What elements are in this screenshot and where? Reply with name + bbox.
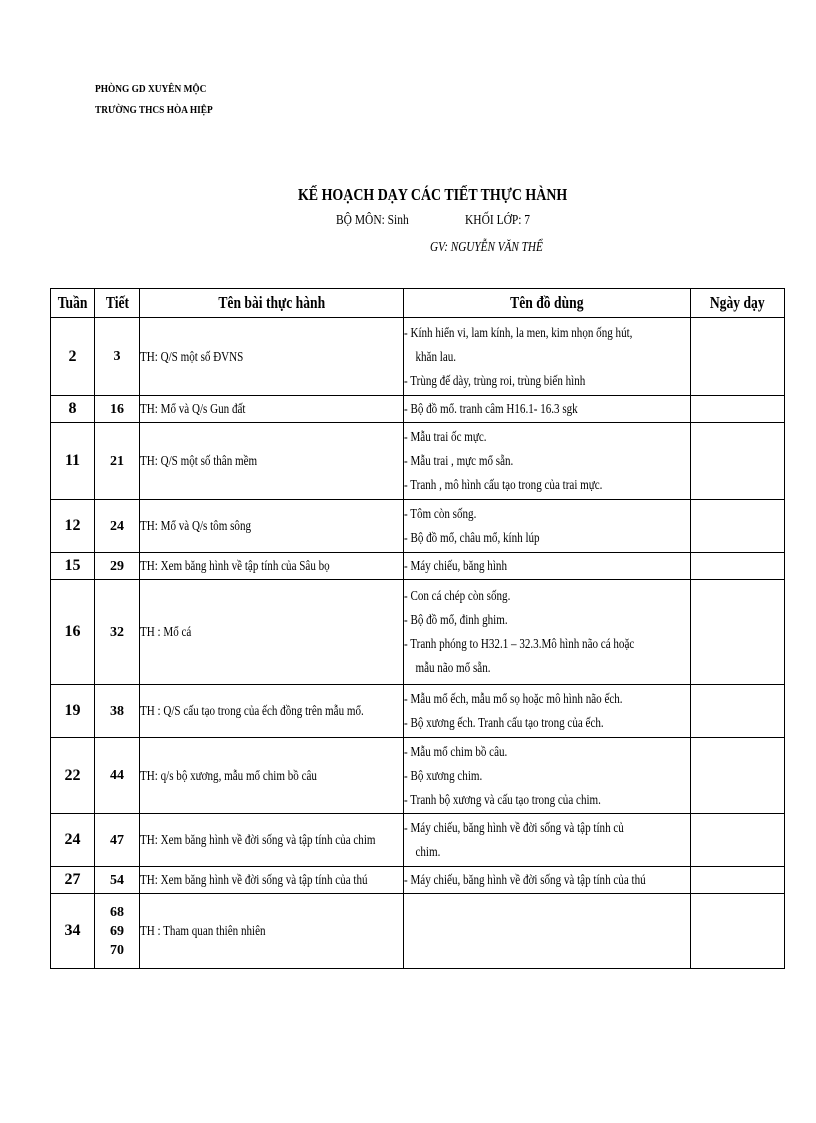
tool-line: - Mẫu trai ốc mực. [404,429,487,444]
period-number: 24 [110,518,124,534]
tool-line: - Tranh bộ xương và cấu tạo trong của chim. [404,791,601,807]
lesson-name: TH: Mổ và Q/s Gun đất [140,401,246,416]
tools-cell [404,867,691,894]
lesson-name: TH: Q/S một số ĐVNS [140,348,244,364]
lesson-cell [140,894,404,969]
table-row [51,685,785,738]
tool-line: - Máy chiếu, băng hình [404,558,507,573]
tools-cell [404,580,691,685]
date-cell [691,894,785,969]
period-number: 68 [110,904,124,920]
period-cell [95,423,140,500]
tool-line: - Bộ đồ mổ, đinh ghim. [404,612,508,627]
date-cell [691,500,785,553]
date-cell [691,553,785,580]
tool-line: khăn lau. [415,348,457,364]
week-cell: 19 [51,685,95,738]
lesson-name: TH: Xem băng hình về đời sống và tập tính của chim [140,832,376,847]
tools-cell [404,553,691,580]
lesson-cell [140,867,404,894]
lesson-name: TH : Mổ cá [140,624,192,639]
lesson-cell [140,500,404,553]
lesson-cell [140,423,404,500]
lesson-name: TH: Xem băng hình về tập tính của Sâu bọ [140,558,330,573]
period-number: 16 [110,401,124,417]
week-cell: 27 [51,867,95,894]
table-row [51,500,785,553]
period-cell [95,553,140,580]
period-number: 47 [110,832,124,848]
period-number: 70 [110,942,124,958]
lesson-cell [140,580,404,685]
period-cell [95,580,140,685]
date-cell [691,685,785,738]
tool-line: - Tôm còn sống. [404,506,477,521]
lesson-name: TH: q/s bộ xương, mẫu mổ chim bồ câu [140,767,317,783]
week-cell: 8 [51,396,95,423]
lesson-name: TH: Xem băng hình về đời sống và tập tính của thú [140,872,368,887]
lesson-cell [140,685,404,738]
date-cell [691,318,785,396]
tools-cell [404,396,691,423]
table-row [51,894,785,969]
week-cell: 2 [51,318,95,396]
period-number: 29 [110,558,124,574]
lesson-cell [140,396,404,423]
tool-line: - Kính hiển vi, lam kính, la men, kim nhọn ống hút, [404,324,633,340]
date-cell [691,396,785,423]
period-number: 54 [110,872,124,888]
week-cell: 24 [51,814,95,867]
lesson-name: TH: Q/S một số thân mềm [140,453,258,468]
date-cell [691,867,785,894]
lesson-cell [140,318,404,396]
table-row [51,814,785,867]
period-cell [95,738,140,814]
week-cell: 22 [51,738,95,814]
lesson-name: TH: Mổ và Q/s tôm sông [140,518,252,533]
period-number: 38 [110,703,124,719]
header-week: Tuần [51,289,95,318]
table-row [51,738,785,814]
tools-cell [404,894,691,969]
tool-line: - Tranh , mô hình cấu tạo trong của trai mực. [404,477,603,492]
week-cell: 12 [51,500,95,553]
lesson-cell [140,553,404,580]
tools-cell [404,685,691,738]
header-period: Tiết [95,289,140,318]
lesson-cell [140,738,404,814]
week-cell: 11 [51,423,95,500]
period-cell [95,396,140,423]
period-number: 69 [110,923,124,939]
tool-line: mẫu não mổ sẵn. [415,660,491,675]
tool-line: - Mẫu mổ ếch, mẫu mổ sọ hoặc mô hình não ếch. [404,691,623,706]
period-cell [95,685,140,738]
period-cell [95,814,140,867]
lesson-cell [140,814,404,867]
school-name: TRƯỜNG THCS HÒA HIỆP [95,104,213,116]
tools-cell [404,423,691,500]
header-lesson: Tên bài thực hành [140,289,404,318]
header-tools: Tên đồ dùng [404,289,691,318]
period-cell [95,318,140,396]
tools-cell [404,738,691,814]
tools-cell [404,814,691,867]
table-row [51,423,785,500]
week-cell: 15 [51,553,95,580]
practice-plan-table [50,288,785,969]
period-cell [95,867,140,894]
tool-line: - Bộ xương ếch. Tranh cấu tạo trong của ếch. [404,715,604,730]
period-number: 44 [110,768,124,783]
tool-line: - Bộ đồ mổ. tranh câm H16.1- 16.3 sgk [404,401,578,416]
tool-line: - Mẫu trai , mực mổ sẵn. [404,453,514,468]
date-cell [691,580,785,685]
table-header-row [51,289,785,318]
page-title: KẾ HOẠCH DẠY CÁC TIẾT THỰC HÀNH [297,185,568,204]
tool-line: - Tranh phóng to H32.1 – 32.3.Mô hình não cá hoặc [404,636,635,651]
table-row [51,867,785,894]
period-cell [95,500,140,553]
table-row [51,396,785,423]
grade-label: KHỐI LỚP: 7 [465,213,531,228]
week-cell: 34 [51,894,95,969]
lesson-name: TH : Tham quan thiên nhiên [140,923,266,938]
lesson-name: TH : Q/S cấu tạo trong của ếch đồng trên mẫu mổ. [140,703,364,718]
period-cell [95,894,140,969]
tool-line: - Mẫu mổ chim bồ câu. [404,743,508,759]
date-cell [691,814,785,867]
tool-line: - Con cá chép còn sống. [404,588,511,603]
tool-line: - Máy chiếu, băng hình về đời sống và tập tính củ [404,820,624,835]
tool-line: chim. [415,844,441,859]
tool-line: - Máy chiếu, băng hình về đời sống và tập tính của thú [404,872,646,887]
table-row [51,553,785,580]
table-row [51,580,785,685]
tool-line: - Bộ xương chim. [404,767,483,783]
subject-label: BỘ MÔN: Sinh [336,213,409,228]
table-row [51,318,785,396]
week-cell: 16 [51,580,95,685]
tools-cell [404,318,691,396]
tools-cell [404,500,691,553]
date-cell [691,738,785,814]
tool-line: - Bộ đồ mổ, châu mổ, kính lúp [404,530,540,545]
header-date: Ngày dạy [691,289,785,318]
period-number: 32 [110,624,124,640]
teacher-label: GV: NGUYỄN VĂN THỂ [430,240,543,255]
period-number: 3 [113,349,121,364]
date-cell [691,423,785,500]
department-name: PHÒNG GD XUYÊN MỘC [95,83,207,95]
period-number: 21 [110,453,124,469]
tool-line: - Trùng đế dày, trùng roi, trùng biến hình [404,372,586,388]
